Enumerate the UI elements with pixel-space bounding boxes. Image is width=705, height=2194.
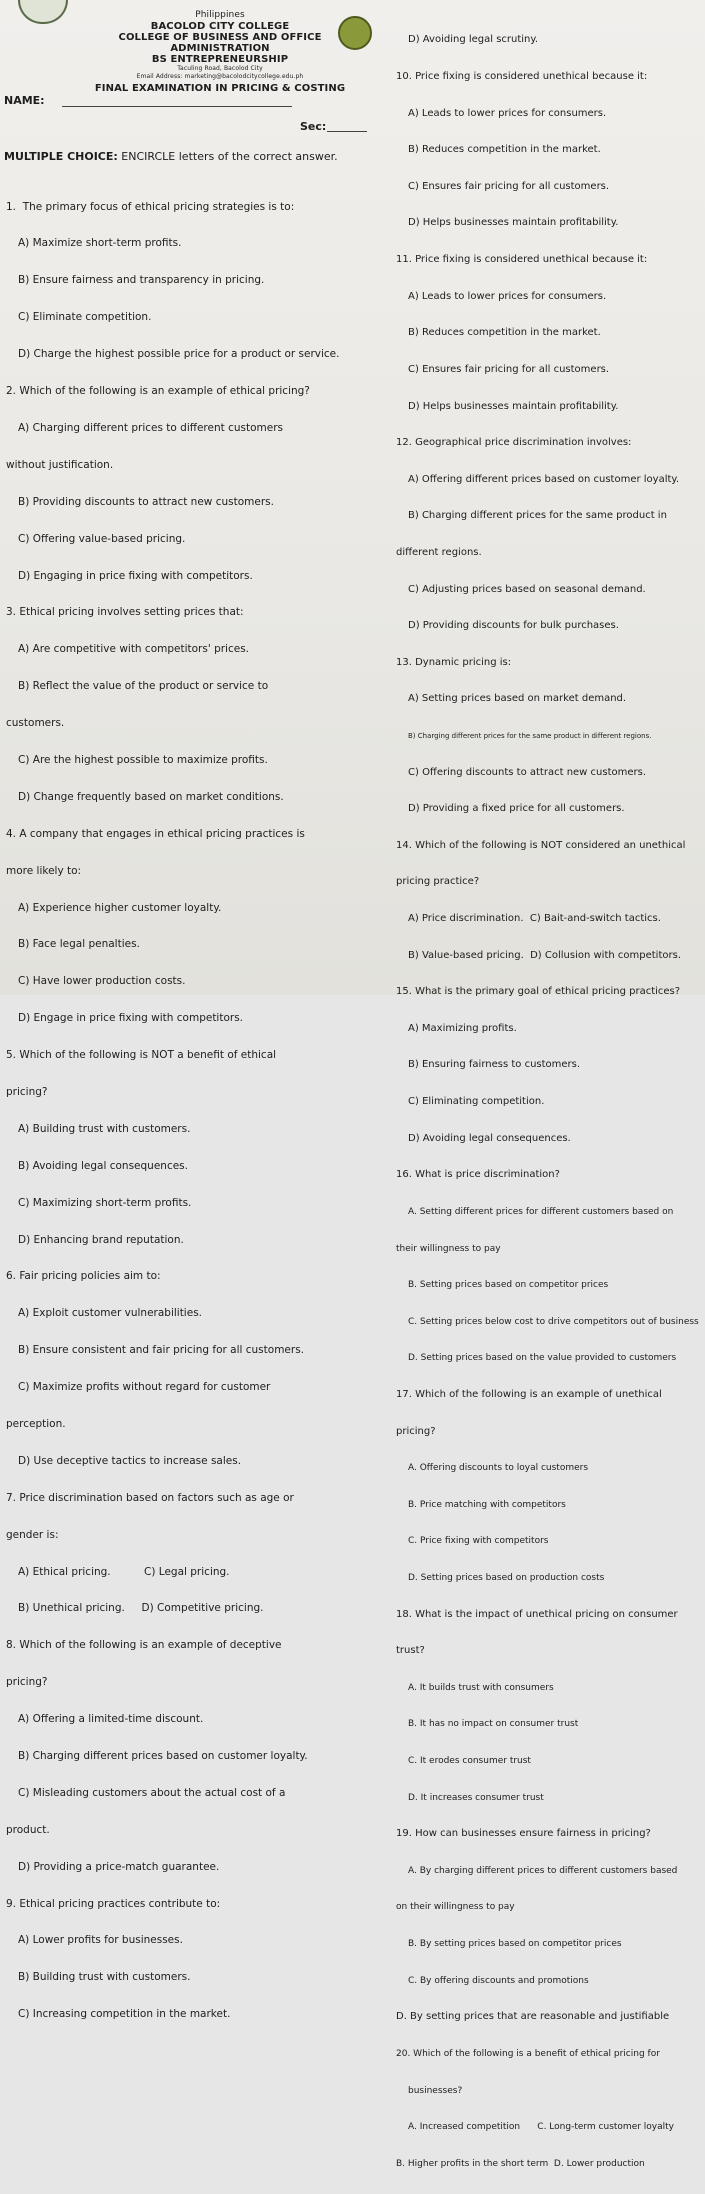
- line: C) Offering value-based pricing.: [18, 532, 186, 545]
- line: B) Providing discounts to attract new customers.: [18, 495, 274, 508]
- program-name: BS ENTREPRENEURSHIP: [151, 54, 289, 65]
- line: C) Are the highest possible to maximize profits.: [18, 753, 268, 766]
- line: B) Reduces competition in the market.: [408, 144, 601, 156]
- address-text: Taculing Road, Bacolod City: [177, 65, 263, 72]
- line: 11. Price fixing is considered unethical because it:: [396, 254, 648, 266]
- line: A) Ethical pricing. C) Legal pricing.: [18, 1565, 230, 1578]
- line: C) Offering discounts to attract new customers.: [408, 766, 647, 778]
- line: 4. A company that engages in ethical pricing practices is: [6, 827, 305, 840]
- line: perception.: [6, 1417, 66, 1430]
- line: A) Are competitive with competitors' prices.: [18, 643, 250, 656]
- line: D) Providing discounts for bulk purchases.: [408, 620, 619, 632]
- line: A) Charging different prices to different customers: [18, 421, 284, 434]
- line: their willingness to pay: [396, 1243, 501, 1254]
- exam-title: FINAL EXAMINATION IN PRICING & COSTING: [94, 83, 346, 94]
- line: C) Ensures fair pricing for all customers.: [408, 180, 610, 192]
- line: 18. What is the impact of unethical pricing on consumer: [396, 1608, 678, 1620]
- line: 10. Price fixing is considered unethical because it:: [396, 71, 648, 83]
- line: D. Setting prices based on the value provided to customers: [408, 1353, 677, 1364]
- line: D) Enhancing brand reputation.: [18, 1233, 184, 1246]
- line: trust?: [396, 1645, 425, 1657]
- email-text: Email Address: marketing@bacolodcitycollege.edu.ph: [136, 73, 304, 80]
- line: A) Offering a limited-time discount.: [18, 1713, 204, 1726]
- questions-right-column: [396, 10, 704, 2194]
- line: without justification.: [6, 458, 114, 471]
- line: C) Maximizing short-term profits.: [18, 1196, 192, 1209]
- country-text: Philippines: [195, 10, 245, 20]
- line: A) Leads to lower prices for consumers.: [408, 290, 607, 302]
- line: C) Misleading customers about the actual cost of a: [18, 1786, 286, 1799]
- line: D. By setting prices that are reasonable and justifiable: [396, 2011, 670, 2023]
- line: B) Charging different prices for the same product in: [408, 510, 667, 522]
- line: A. Increased competition C. Long-term customer loyalty: [408, 2122, 675, 2133]
- college-logo-icon: [18, 0, 68, 24]
- line: B. Setting prices based on competitor prices: [408, 1280, 609, 1291]
- line: 3. Ethical pricing involves setting prices that:: [6, 606, 244, 619]
- instructions-text: ENCIRCLE letters of the correct answer.: [121, 150, 338, 163]
- line: D) Avoiding legal scrutiny.: [408, 34, 539, 46]
- college-name: BACOLOD CITY COLLEGE: [150, 21, 290, 32]
- line: D) Helps businesses maintain profitability.: [408, 400, 619, 412]
- line: 17. Which of the following is an example of unethical: [396, 1388, 662, 1400]
- line: C. It erodes consumer trust: [408, 1756, 531, 1767]
- line: B) Charging different prices for the same product in different regions.: [408, 731, 652, 740]
- line: D) Providing a fixed price for all customers.: [408, 803, 625, 815]
- line: D) Engage in price fixing with competitors.: [18, 1012, 244, 1025]
- line: B) Face legal penalties.: [18, 938, 140, 951]
- line: B) Building trust with customers.: [18, 1971, 191, 1984]
- name-label: NAME:: [4, 94, 45, 107]
- line: C. By offering discounts and promotions: [408, 1975, 589, 1986]
- line: pricing?: [6, 1085, 48, 1098]
- line: B. It has no impact on consumer trust: [408, 1719, 579, 1730]
- line: A) Experience higher customer loyalty.: [18, 901, 222, 914]
- line: 7. Price discrimination based on factors such as age or: [6, 1491, 294, 1504]
- line: D) Change frequently based on market conditions.: [18, 790, 284, 803]
- section-label: Sec:: [300, 120, 327, 133]
- line: D) Helps businesses maintain profitability.: [408, 217, 619, 229]
- line: B. Price matching with competitors: [408, 1499, 566, 1510]
- line: 9. Ethical pricing practices contribute to:: [6, 1897, 221, 1910]
- line: 2. Which of the following is an example of ethical pricing?: [6, 385, 310, 398]
- line: A) Maximizing profits.: [408, 1022, 517, 1034]
- line: A) Building trust with customers.: [18, 1122, 191, 1135]
- line: A. By charging different prices to different customers based: [408, 1865, 678, 1876]
- line: A) Lower profits for businesses.: [18, 1934, 183, 1947]
- line: C) Maximize profits without regard for customer: [18, 1381, 271, 1394]
- line: 13. Dynamic pricing is:: [396, 656, 512, 668]
- name-line: [62, 106, 292, 107]
- department-name: COLLEGE OF BUSINESS AND OFFICE ADMINISTRATION: [118, 32, 322, 54]
- line: B) Ensure fairness and transparency in pricing.: [18, 274, 265, 287]
- line: B) Ensure consistent and fair pricing for all customers.: [18, 1344, 305, 1357]
- line: A. It builds trust with consumers: [408, 1682, 554, 1693]
- line: 5. Which of the following is NOT a benefit of ethical: [6, 1049, 277, 1062]
- line: A. Setting different prices for different customers based on: [408, 1206, 674, 1217]
- line: pricing?: [396, 1425, 436, 1437]
- line: B. Higher profits in the short term D. Lower production: [396, 2158, 645, 2169]
- line: C) Eliminate competition.: [18, 311, 152, 324]
- exam-header: [70, 10, 370, 94]
- line: B) Unethical pricing. D) Competitive pricing.: [18, 1602, 264, 1615]
- line: D) Engaging in price fixing with competitors.: [18, 569, 253, 582]
- line: D. Setting prices based on production costs: [408, 1573, 605, 1583]
- line: B) Charging different prices based on customer loyalty.: [18, 1750, 308, 1762]
- line: D) Providing a price-match guarantee.: [18, 1860, 220, 1873]
- line: 19. How can businesses ensure fairness in pricing?: [396, 1828, 651, 1840]
- line: A) Setting prices based on market demand.: [408, 693, 627, 705]
- line: C) Increasing competition in the market.: [18, 2008, 231, 2021]
- line: A) Offering different prices based on customer loyalty.: [408, 473, 680, 485]
- line: C) Eliminating competition.: [408, 1096, 545, 1108]
- line: C) Have lower production costs.: [18, 975, 186, 988]
- line: C) Adjusting prices based on seasonal demand.: [408, 583, 646, 595]
- line: businesses?: [408, 2085, 463, 2096]
- line: A) Price discrimination. C) Bait-and-switch tactics.: [408, 913, 661, 925]
- line: B) Avoiding legal consequences.: [18, 1159, 188, 1172]
- line: 14. Which of the following is NOT considered an unethical: [396, 839, 686, 851]
- line: D. It increases consumer trust: [408, 1792, 544, 1803]
- instructions: [4, 150, 374, 163]
- line: B) Value-based pricing. D) Collusion with competitors.: [408, 949, 681, 961]
- line: D) Use deceptive tactics to increase sales.: [18, 1454, 242, 1467]
- line: A) Maximize short-term profits.: [18, 237, 182, 250]
- line: D) Charge the highest possible price for a product or service.: [18, 348, 340, 361]
- line: customers.: [6, 717, 65, 730]
- line: A) Exploit customer vulnerabilities.: [18, 1307, 202, 1320]
- section-line: [327, 131, 367, 132]
- line: more likely to:: [6, 864, 82, 877]
- line: 12. Geographical price discrimination involves:: [396, 437, 632, 449]
- line: 20. Which of the following is a benefit of ethical pricing for: [396, 2048, 660, 2059]
- line: C. Setting prices below cost to drive competitors out of business: [408, 1316, 699, 1327]
- line: B. By setting prices based on competitor prices: [408, 1939, 622, 1950]
- line: B) Reflect the value of the product or service to: [18, 680, 269, 693]
- line: 16. What is price discrimination?: [396, 1169, 560, 1181]
- line: gender is:: [6, 1528, 59, 1541]
- line: 8. Which of the following is an example of deceptive: [6, 1639, 282, 1652]
- line: D) Avoiding legal consequences.: [408, 1132, 571, 1144]
- line: product.: [6, 1823, 50, 1836]
- line: on their willingness to pay: [396, 1902, 515, 1913]
- questions-left-column: [6, 176, 374, 2045]
- line: different regions.: [396, 546, 482, 558]
- line: 1. The primary focus of ethical pricing strategies is to:: [6, 200, 295, 213]
- line: C. Price fixing with competitors: [408, 1536, 549, 1547]
- line: A. Offering discounts to loyal customers: [408, 1463, 589, 1474]
- line: A) Leads to lower prices for consumers.: [408, 107, 607, 119]
- line: 6. Fair pricing policies aim to:: [6, 1270, 161, 1283]
- line: B) Ensuring fairness to customers.: [408, 1059, 581, 1071]
- instructions-prefix: MULTIPLE CHOICE:: [4, 150, 118, 163]
- line: pricing practice?: [396, 876, 480, 888]
- line: 15. What is the primary goal of ethical pricing practices?: [396, 986, 681, 998]
- line: B) Reduces competition in the market.: [408, 327, 601, 339]
- line: pricing?: [6, 1676, 48, 1689]
- line: C) Ensures fair pricing for all customers.: [408, 363, 610, 375]
